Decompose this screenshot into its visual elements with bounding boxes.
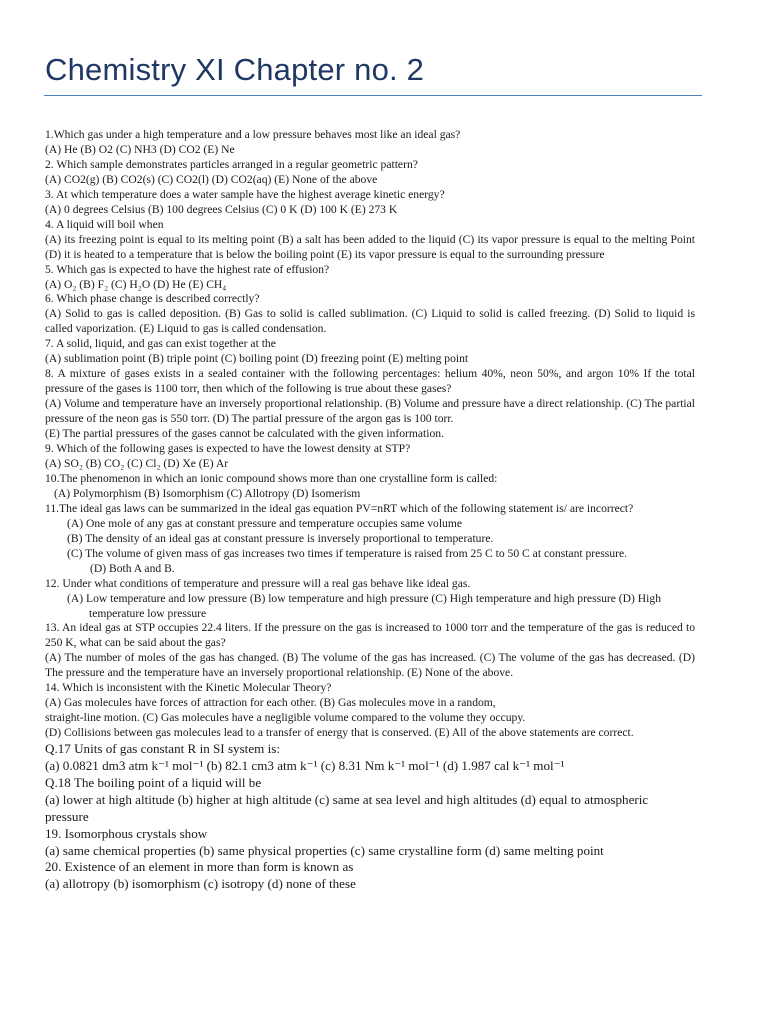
title-divider [44,95,702,96]
answer-options: (A) Polymorphism (B) Isomorphism (C) Allotropy (D) Isomerism [54,486,361,500]
question-text: 2. Which sample demonstrates particles arranged in a regular geometric pattern? [45,157,418,171]
question-text: 14. Which is inconsistent with the Kinetic Molecular Theory? [45,681,332,695]
question-text: 6. Which phase change is described correctly? [45,292,260,306]
page-title: Chemistry XI Chapter no. 2 [45,52,425,87]
question-text: 4. A liquid will boil when [45,217,164,231]
question-text: 19. Isomorphous crystals show [45,825,208,841]
answer-option: (C) The volume of given mass of gas increases two times if temperature is raised from 25 C to 50 C at constant pressure. [67,546,628,560]
answer-options: (a) lower at high altitude (b) higher at high altitude (c) same at sea level and high altitudes (d) equal to atmospheric pressure [45,791,649,824]
answer-options: (A) sublimation point (B) triple point (C) boiling point (D) freezing point (E) melting point [45,352,469,366]
answer-options: (A) Volume and temperature have an inversely proportional relationship. (B) Volume and pressure have a direct relationship. (C) The partial pressure of the neon gas is 550 torr. (D) The partial pressure of the argon gas is 100 torr. [45,397,695,426]
answer-option: (A) Low temperature and low pressure (B) low temperature and high pressure (C) High temperature and high pressure (D) High temperature low pressure [67,591,661,620]
question-text: 3. At which temperature does a water sample have the highest average kinetic energy? [45,187,445,201]
question-text: 11.The ideal gas laws can be summarized in the ideal gas equation PV=nRT which of the following statement is/ are incorrect? [45,501,634,515]
answer-option: (B) The density of an ideal gas at constant pressure is inversely proportional to temperature. [67,531,494,545]
answer-option: (D) Both A and B. [90,561,175,575]
answer-options [45,592,695,622]
answer-options: (A) O₂ (B) F₂ (C) H₂O (D) He (E) CH₄ [45,277,227,291]
answer-options: (a) 0.0821 dm3 atm k⁻¹ mol⁻¹ (b) 82.1 cm3 atm k⁻¹ (c) 8.31 Nm k⁻¹ mol⁻¹ (d) 1.987 cal k⁻¹ mol⁻¹ [45,757,565,773]
question-text: 1.Which gas under a high temperature and a low pressure behaves most like an ideal gas? [45,128,461,141]
answer-option: (A) One mole of any gas at constant pressure and temperature occupies same volume [67,516,463,530]
answer-options: (a) allotropy (b) isomorphism (c) isotropy (d) none of these [45,876,356,892]
answer-options: (E) The partial pressures of the gases cannot be calculated with the given information. [45,427,444,441]
question-text: 9. Which of the following gases is expected to have the lowest density at STP? [45,442,411,456]
question-text: 13. An ideal gas at STP occupies 22.4 liters. If the pressure on the gas is increased to 1000 torr and the temperature of the gas is reduced to 250 K, what can be said about the gas? [45,621,695,650]
answer-options: (A) SO₂ (B) CO₂ (C) Cl₂ (D) Xe (E) Ar [45,456,229,470]
answer-options: (A) Solid to gas is called deposition. (B) Gas to solid is called sublimation. (C) Liquid to solid is called freezing. (D) Solid to liquid is called vaporization. (E) Liquid to gas is called condensation. [45,307,695,336]
answer-options: (A) The number of moles of the gas has changed. (B) The volume of the gas has increased. (C) The volume of the gas has decreased. (D) The pressure and the temperature have an inversely proportional relationship. (E) None of the above. [45,651,695,680]
answer-options: (A) CO2(g) (B) CO2(s) (C) CO2(l) (D) CO2(aq) (E) None of the above [45,172,378,186]
question-text: 20. Existence of an element in more than form is known as [45,859,354,875]
question-text: 10.The phenomenon in which an ionic compound shows more than one crystalline form is called: [45,471,498,485]
answer-options: (A) Gas molecules have forces of attraction for each other. (B) Gas molecules move in a random, [45,696,496,710]
answer-options: (a) same chemical properties (b) same physical properties (c) same crystalline form (d) same melting point [45,842,604,858]
answer-options: (D) Collisions between gas molecules lead to a transfer of energy that is conserved. (E) All of the above statements are correct. [45,726,634,740]
question-list [45,128,695,893]
question-text: 5. Which gas is expected to have the highest rate of effusion? [45,262,330,276]
answer-options: (A) He (B) O2 (C) NH3 (D) CO2 (E) Ne [45,142,235,156]
question-text: 12. Under what conditions of temperature and pressure will a real gas behave like ideal gas. [45,576,471,590]
answer-options: straight-line motion. (C) Gas molecules have a negligible volume compared to the volume they occupy. [45,711,526,725]
question-text: 8. A mixture of gases exists in a sealed container with the following percentages: helium 40%, neon 50%, and argon 10% If the total pressure of the gases is 1100 torr, then which of the following is true about these gases? [45,367,695,396]
question-text: 7. A solid, liquid, and gas can exist together at the [45,337,276,351]
answer-options: (A) 0 degrees Celsius (B) 100 degrees Celsius (C) 0 K (D) 100 K (E) 273 K [45,202,398,216]
question-text: Q.18 The boiling point of a liquid will be [45,774,262,790]
question-text: Q.17 Units of gas constant R in SI system is: [45,741,280,757]
answer-options: (A) its freezing point is equal to its melting point (B) a salt has been added to the liquid (C) its vapor pressure is equal to the melting Point (D) it is heated to a temperature that is below the boiling point (E) its vapor pressure is equal to the surrounding pressure [45,232,695,261]
